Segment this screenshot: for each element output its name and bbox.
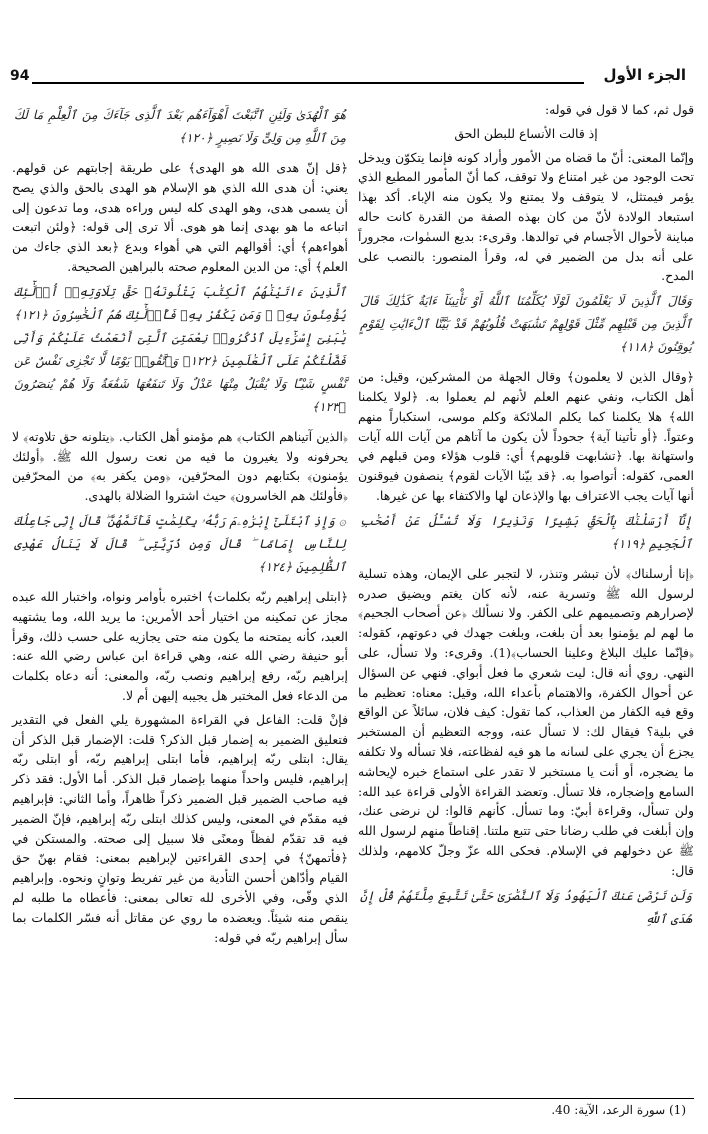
paragraph: ﴿ابتلى إبراهيم ربّه بكلمات﴾ اختبره بأوامر ونواه، واختبار الله عبده مجاز عن تمكينه من اختيار أحد الأمرين: ما يريد الله، وما يشتهيه العبد، كأنه يمتحنه ما يكون منه حتى يجازيه على حسب ذلك، وقرأ أبو حنيفة رضي الله عنه، وهي قراءة ابن عباس رضي الله عنه: إبراهيم ربّه، رفع إبراهيم ونصب ربّه، والمعنى: أنه دعاه بكلمات من الدعاء فعل المختبر هل يجيبه إليهن أم لا.	[12, 588, 348, 703]
footnote: (1) سورة الرعد، الآية: 40.	[551, 1103, 686, 1117]
footnote-divider	[14, 1098, 694, 1099]
page-header-title: الجزء الأول	[603, 66, 686, 84]
quran-verse: ۞ وَإِذِ ٱبْتَلَىٰٓ إِبْرَٰهِۦمَ رَبُّهُۥ بِكَلِمَٰتٍ فَأَتَمَّهُنَّ ۖ قَالَ إِنِّى جَاعِلُكَ لِلنَّاسِ إِمَامًا ۖ قَالَ وَمِن ذُرِّيَّتِى ۖ قَالَ لَا يَنَالُ عَهْدِى ٱلظَّٰلِمِينَ ﴿١٢٤﴾	[14, 513, 346, 574]
paragraph: ﴿قل إنّ هدى الله هو الهدى﴾ على طريقة إجابتهم عن قولهم. يعني: أن هدى الله الذي هو الإسلام هو الهدى بالحق والذي يصح أن يسمى هدى، وهو الهدى كله ليس وراءه هدى، وما تدعون إلى اتباعه ما هو بهدى إنما هو هوى. ألا ترى إلى قوله: ﴿ولئن اتبعت أهواءهم﴾ أي: أقوالهم التي هي أهواء وبدع ﴿بعد الذي جاءك من العلم﴾ أي: من الدين المعلوم صحته بالبراهين الصحيحة.	[12, 160, 348, 274]
page-number: 94	[10, 68, 30, 84]
quran-verse: هُوَ ٱلْهُدَىٰ وَلَئِنِ ٱتَّبَعْتَ أَهْوَآءَهُم بَعْدَ ٱلَّذِى جَآءَكَ مِنَ ٱلْعِلْمِ مَا لَكَ مِنَ ٱللَّهِ مِن وَلِىٍّ وَلَا نَصِيرٍ ﴿١٢٠﴾	[14, 108, 346, 145]
paragraph: قول ثم، كما لا قول في قوله:	[544, 102, 694, 117]
poetry-line: إذ قالت الأنساع للبطن الحق	[454, 125, 598, 141]
paragraph: ﴿وقال الذين لا يعلمون﴾ وقال الجهلة من المشركين، وقيل: من أهل الكتاب، ونفي عنهم العلم لأنهم لم يعملوا به. ﴿لولا يكلمنا الله﴾ هلا يكلمنا كما يكلم الملائكة وكلم موسى، استكباراً منهم وعتواً. ﴿أو تأتينا آية﴾ جحوداً لأن يكون ما آتاهم من آيات الله آيات واستهانة بها. ﴿تشابهت قلوبهم﴾ أي: قلوب هؤلاء ومن قبلهم في العمى، كقوله: أتواصوا به. ﴿قد بيّنا الآيات لقوم﴾ ينصفون فيوقنون أنها آيات يجب الاعتراف بها والإذعان لها والاكتفاء بها عن غيرها.	[358, 369, 694, 503]
quran-verse: وَلَن تَرْضَىٰ عَنكَ ٱلْيَهُودُ وَلَا ٱلنَّصَٰرَىٰ حَتَّىٰ تَتَّبِعَ مِلَّتَهُمْ قُلْ إِنَّ هُدَى ٱللَّهِ	[360, 888, 692, 926]
quran-verse: وَقَالَ ٱلَّذِينَ لَا يَعْلَمُونَ لَوْلَا يُكَلِّمُنَا ٱللَّهُ أَوْ تَأْتِينَآ ءَايَةٌ كَذَٰلِكَ قَالَ ٱلَّذِينَ مِن قَبْلِهِم مِّثْلَ قَوْلِهِمْ تَشَٰبَهَتْ قُلُوبُهُمْ قَدْ بَيَّنَّا ٱلْءَايَٰتِ لِقَوْمٍ يُوقِنُونَ ﴿١١٨﴾	[360, 294, 692, 355]
left-column	[12, 100, 348, 951]
paragraph: ﴿الذين آتيناهم الكتاب﴾ هم مؤمنو أهل الكتاب. ﴿يتلونه حق تلاوته﴾ لا يحرفونه ولا يغيرون ما فيه من نعت رسول الله ﷺ. ﴿أولئك يؤمنون﴾ بكتابهم دون المحرّفين، ﴿ومن يكفر به﴾ من المحرّفين ﴿فأولئك هم الخاسرون﴾ حيث اشتروا الضلالة بالهدى.	[12, 428, 348, 504]
paragraph: ﴿إنا أرسلناك﴾ لأن تبشر وتنذر، لا لتجبر على الإيمان، وهذه تسلية لرسول الله ﷺ وتسرية عنه، لأنه كان يغتم ويضيق صدره لإصرارهم وتصميمهم على الكفر. ولا نسألك ﴿عن أصحاب الجحيم﴾ ما لهم لم يؤمنوا بعد أن بلغت، وبلغت جهدك في دعوتهم، كقوله: ﴿فإنّما عليك البلاغ وعلينا الحساب﴾(1). وقرىء: ولا تسأل، على النهي. روي أنه قال: ليت شعري ما فعل أبواي. فنهي عن السؤال عن أحوال الكفرة، والاهتمام بأعداء الله، وقيل: معناه: تعظيم ما وقع فيه الكفار من العذاب، كما تقول: كيف فلان، سائلاً عن الواقع في بلية؟ فيقال لك: لا تسأل عنه، ووجه التعظيم أن المستخبر يجزع أن يجري على لسانه ما هو فيه لفظاعته، فلا تسأله ولا تكلفه ما يضجره، أو أنت يا مستخبر لا تقدر على استماع خبره لإيحاشه السامع وإضجاره، فلا تسأل. وتعضد القراءة الأولى قراءة عبد الله: ولن تسأل، وقراءة أبيّ: وما تسأل. كأنهم قالوا: لن نرضى عنك، وإن أبلغت في طلب رضانا حتى تتبع ملتنا. إقناطاً منهم لرسول الله ﷺ عن دخولهم في الإسلام. فحكى الله عزّ وجلّ كلامهم، ولذلك قال:	[358, 565, 694, 878]
quran-verse: إِنَّآ أَرْسَلْنَٰكَ بِٱلْحَقِّ بَشِيرًا وَنَذِيرًا وَلَا تُسْـَٔلُ عَنْ أَصْحَٰبِ ٱلْجَحِيمِ ﴿١١٩﴾	[360, 513, 692, 551]
paragraph: وإنّما المعنى: أنّ ما قضاه من الأمور وأراد كونه فإنما يتكوّن ويدخل تحت الوجود من غير امتناع ولا توقف، كما أنّ المأمور المطيع الذي يؤمر فيمتثل، لا يتوقف ولا يمتنع ولا يكون منه الإباء. أكد بهذا استبعاد الولادة لأنّ من كان بهذه الصفة من القدرة كانت حاله مباينة لأحوال الأجسام في توالدها. وقرىء: بديع السمٰوات، مجروراً على أنه بدل من الضمير في له، وقرأ المنصور: بالنصب على المدح.	[358, 149, 694, 284]
paragraph: فإنْ قلت: الفاعل في القراءة المشهورة يلي الفعل في التقدير فتعليق الضمير به إضمار قبل الذكر؟ قلت: الإضمار قبل الذكر أن يقال: ابتلى ربّه إبراهيم، فأما ابتلى إبراهيم ربّه، أو ابتلى ربّه إبراهيم، فليس واحداً منهما بإضمار قبل الذكر. أما الأول: فقد ذكر فيه صاحب الضمير قبل الضمير ذكراً ظاهراً، وأما الثاني: فإبراهيم فيه مقدّم في المعنى، وليس كذلك ابتلى ربّه إبراهيم، فإنّ الضمير فيه قد تقدّم لفظاً ومعنًى فلا سبيل إلى صحته. والمستكن في ﴿فأتمهنّ﴾ في إحدى القراءتين لإبراهيم بمعنى: فقام بهنّ حق القيام وأدّاهن أحسن التأدية من غير تفريط وتوانٍ ونحوه. وإبراهيم الذي وفّى، وفي الأخرى لله تعالى بمعنى: فأعطاه ما طلبه لم ينقص منه شيئاً. ويعضده ما روي عن مقاتل أنه فسّر الكلمات بما سأل إبراهيم ربّه في قوله:	[12, 711, 348, 945]
right-column	[358, 100, 694, 939]
quran-verse: ٱلَّذِينَ ءَاتَيْنَٰهُمُ ٱلْكِتَٰبَ يَتْلُونَهُۥ حَقَّ تِلَاوَتِهِۦٓ أُو۟لَٰٓئِكَ يُؤْمِنُونَ بِهِۦ ۗ وَمَن يَكْفُرْ بِهِۦ فَأُو۟لَٰٓئِكَ هُمُ ٱلْخَٰسِرُونَ ﴿١٢١﴾ يَٰبَنِىٓ إِسْرَٰٓءِيلَ ٱذْكُرُوا۟ نِعْمَتِىَ ٱلَّتِىٓ أَنْعَمْتُ عَلَيْكُمْ وَأَنِّى فَضَّلْتُكُمْ عَلَى ٱلْعَٰلَمِينَ ﴿١٢٢﴾ وَٱتَّقُوا۟ يَوْمًا لَّا تَجْزِى نَفْسٌ عَن نَّفْسٍ شَيْـًٔا وَلَا يُقْبَلُ مِنْهَا عَدْلٌ وَلَا تَنفَعُهَا شَفَٰعَةٌ وَلَا هُمْ يُنصَرُونَ ﴿١٢٣﴾	[14, 284, 346, 414]
header-divider	[32, 82, 584, 84]
